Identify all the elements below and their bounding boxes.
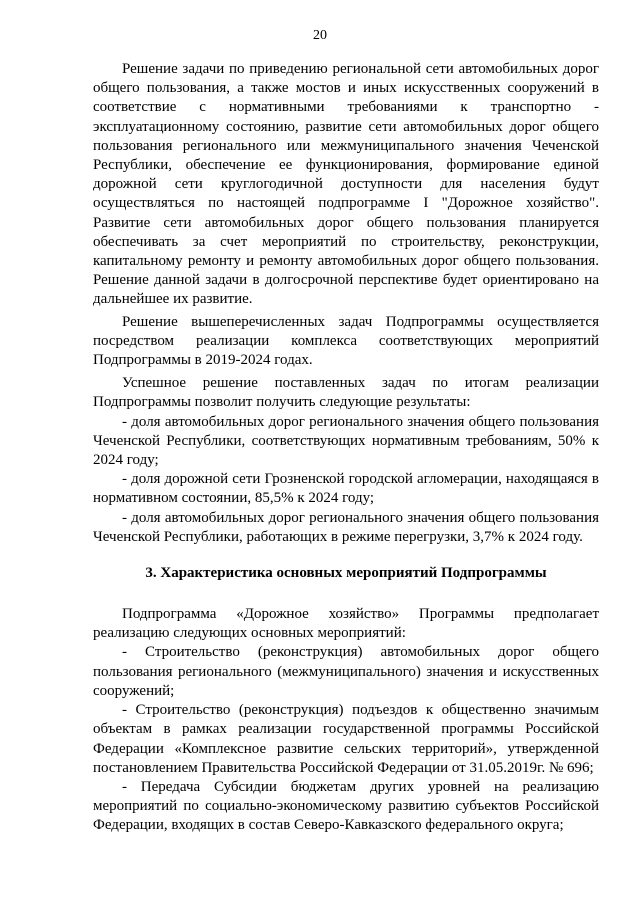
document-body (93, 60, 599, 836)
paragraph-road-network-task: Решение задачи по приведению региональной сети автомобильных дорог общего пользования, а также мостов и иных искусственных сооружений в соответствие с нормативными требованиями к транспортно - эксплуатационному состоянию, развитие сети автомобильных дорог общего пользования регионального или межмуниципального значения Чеченской Республики, обеспечение ее функционирования, формирование единой дорожной сети круглогодичной доступности для населения будут осуществляться по настоящей подпрограмме I "Дорожное хозяйство". Развитие сети автомобильных дорог общего пользования планируется обеспечивать за счет мероприятий по строительству, реконструкции, капитальному ремонту и ремонту автомобильных дорог общего пользования. Решение данной задачи в долгосрочной перспективе будет ориентировано на дальнейшее их развитие. (93, 61, 599, 308)
measure-item-access-roads: - Строительство (реконструкция) подъездов к общественно значимым объектам в рамках реализации государственной программы Российской Федерации «Комплексное развитие сельских территорий», утвержденной постановлением Правительства Российской Федерации от 31.05.2019г. № 696; (93, 702, 599, 776)
result-item-normative-roads: - доля автомобильных дорог регионального значения общего пользования Чеченской Республики, соответствующих нормативным требованиям, 50% к 2024 году; (93, 413, 599, 469)
measure-item-construction: - Строительство (реконструкция) автомобильных дорог общего пользования регионального (межмуниципального) значения и искусственных сооружений; (93, 644, 599, 699)
measure-item-subsidy-transfer: - Передача Субсидии бюджетам других уровней на реализацию мероприятий по социально-экономическому развитию субъектов Российской Федерации, входящих в состав Северо-Кавказского федерального округа; (93, 778, 599, 834)
paragraph-results-intro: Успешное решение поставленных задач по итогам реализации Подпрограммы позволит получить следующие результаты: (93, 375, 599, 411)
paragraph-implementation: Решение вышеперечисленных задач Подпрограммы осуществляется посредством реализации комплекса соответствующих мероприятий Подпрограммы в 2019-2024 годах. (93, 313, 599, 369)
section-heading: 3. Характеристика основных мероприятий Подпрограммы (145, 565, 547, 582)
page-number: 20 (313, 28, 327, 43)
paragraph-measures-intro: Подпрограмма «Дорожное хозяйство» Программы предполагает реализацию следующих основных мероприятий: (93, 606, 599, 642)
result-item-overload-roads: - доля автомобильных дорог регионального значения общего пользования Чеченской Республики, работающих в режиме перегрузки, 3,7% к 2024 году. (93, 509, 599, 545)
result-item-grozny-agglomeration: - доля дорожной сети Грозненской городской агломерации, находящаяся в нормативном состоянии, 85,5% к 2024 году; (93, 471, 599, 507)
